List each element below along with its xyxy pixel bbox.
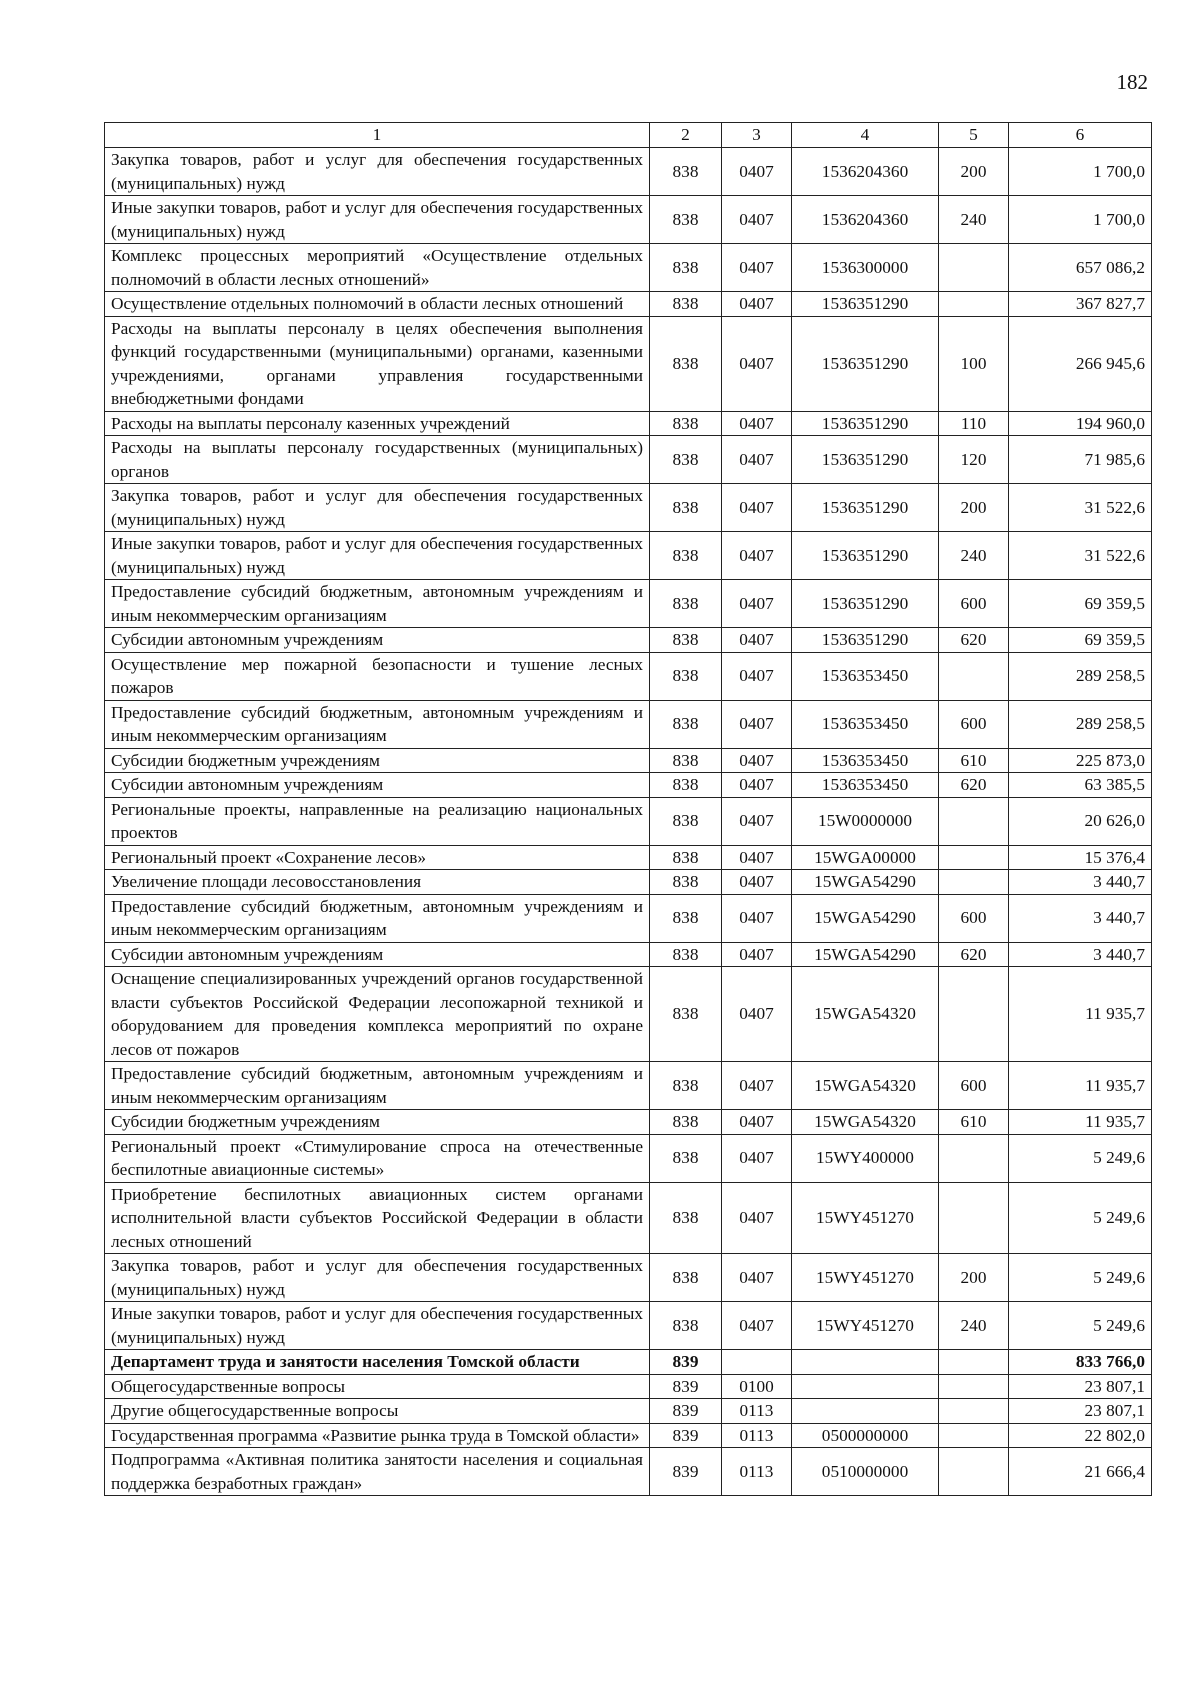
row-grbs-code: 838 (650, 292, 722, 317)
row-expense-type: 620 (939, 773, 1009, 798)
row-target-code: 15WGA54290 (792, 942, 939, 967)
page-number: 182 (1116, 70, 1148, 94)
row-section-code: 0407 (722, 748, 792, 773)
row-target-code: 1536353450 (792, 748, 939, 773)
row-grbs-code: 838 (650, 1134, 722, 1182)
row-grbs-code: 838 (650, 580, 722, 628)
table-row (105, 870, 1152, 895)
row-target-code: 15W0000000 (792, 797, 939, 845)
row-target-code: 15WY400000 (792, 1134, 939, 1182)
row-grbs-code: 838 (650, 942, 722, 967)
row-section-code: 0113 (722, 1448, 792, 1496)
row-target-code: 1536204360 (792, 148, 939, 196)
row-section-code: 0407 (722, 797, 792, 845)
row-grbs-code: 839 (650, 1448, 722, 1496)
row-amount: 15 376,4 (1009, 845, 1152, 870)
table-row (105, 1448, 1152, 1496)
col-header-4: 4 (792, 123, 939, 148)
row-target-code: 0510000000 (792, 1448, 939, 1496)
row-name: Субсидии автономным учреждениям (105, 773, 650, 798)
row-grbs-code: 838 (650, 628, 722, 653)
table-row (105, 532, 1152, 580)
row-amount: 3 440,7 (1009, 942, 1152, 967)
row-section-code: 0407 (722, 1062, 792, 1110)
row-target-code: 0500000000 (792, 1423, 939, 1448)
row-grbs-code: 838 (650, 316, 722, 411)
row-name: Закупка товаров, работ и услуг для обеспечения государственных (муниципальных) нужд (105, 148, 650, 196)
table-row (105, 244, 1152, 292)
row-expense-type (939, 870, 1009, 895)
row-expense-type (939, 1399, 1009, 1424)
table-row (105, 797, 1152, 845)
row-grbs-code: 838 (650, 1254, 722, 1302)
row-amount: 11 935,7 (1009, 967, 1152, 1062)
row-expense-type: 600 (939, 580, 1009, 628)
row-amount: 289 258,5 (1009, 652, 1152, 700)
row-target-code (792, 1374, 939, 1399)
table-row (105, 748, 1152, 773)
row-grbs-code: 839 (650, 1350, 722, 1375)
row-target-code: 15WY451270 (792, 1254, 939, 1302)
row-expense-type: 120 (939, 436, 1009, 484)
row-section-code: 0407 (722, 1254, 792, 1302)
row-target-code: 1536351290 (792, 580, 939, 628)
row-amount: 833 766,0 (1009, 1350, 1152, 1375)
row-grbs-code: 838 (650, 148, 722, 196)
table-row (105, 1423, 1152, 1448)
row-section-code: 0407 (722, 292, 792, 317)
row-section-code: 0407 (722, 942, 792, 967)
row-section-code: 0407 (722, 436, 792, 484)
table-row (105, 1302, 1152, 1350)
row-section-code (722, 1350, 792, 1375)
row-amount: 5 249,6 (1009, 1302, 1152, 1350)
row-name: Департамент труда и занятости населения Томской области (105, 1350, 650, 1375)
row-expense-type: 610 (939, 1110, 1009, 1135)
table-row (105, 1110, 1152, 1135)
row-section-code: 0100 (722, 1374, 792, 1399)
row-name: Общегосударственные вопросы (105, 1374, 650, 1399)
row-amount: 266 945,6 (1009, 316, 1152, 411)
row-target-code: 1536351290 (792, 292, 939, 317)
row-grbs-code: 838 (650, 1062, 722, 1110)
col-header-6: 6 (1009, 123, 1152, 148)
row-section-code: 0407 (722, 196, 792, 244)
row-target-code: 1536351290 (792, 484, 939, 532)
row-target-code: 15WGA00000 (792, 845, 939, 870)
row-name: Иные закупки товаров, работ и услуг для обеспечения государственных (муниципальных) нужд (105, 196, 650, 244)
row-expense-type: 100 (939, 316, 1009, 411)
row-name: Осуществление мер пожарной безопасности и тушение лесных пожаров (105, 652, 650, 700)
row-amount: 225 873,0 (1009, 748, 1152, 773)
row-target-code: 1536204360 (792, 196, 939, 244)
row-grbs-code: 838 (650, 748, 722, 773)
row-section-code: 0407 (722, 244, 792, 292)
row-amount: 289 258,5 (1009, 700, 1152, 748)
row-amount: 22 802,0 (1009, 1423, 1152, 1448)
row-name: Региональные проекты, направленные на реализацию национальных проектов (105, 797, 650, 845)
row-target-code: 1536351290 (792, 628, 939, 653)
row-amount: 23 807,1 (1009, 1374, 1152, 1399)
row-target-code: 1536353450 (792, 700, 939, 748)
table-row (105, 1254, 1152, 1302)
row-target-code: 15WGA54290 (792, 870, 939, 895)
row-amount: 11 935,7 (1009, 1062, 1152, 1110)
row-grbs-code: 838 (650, 244, 722, 292)
row-grbs-code: 838 (650, 532, 722, 580)
row-section-code: 0407 (722, 580, 792, 628)
row-grbs-code: 839 (650, 1374, 722, 1399)
row-name: Предоставление субсидий бюджетным, автономным учреждениям и иным некоммерческим организациям (105, 894, 650, 942)
row-target-code: 15WGA54290 (792, 894, 939, 942)
row-name: Приобретение беспилотных авиационных систем органами исполнительной власти субъектов Российской Федерации в области лесных отношений (105, 1182, 650, 1254)
table-row (105, 942, 1152, 967)
row-name: Комплекс процессных мероприятий «Осуществление отдельных полномочий в области лесных отношений» (105, 244, 650, 292)
row-amount: 23 807,1 (1009, 1399, 1152, 1424)
row-name: Осуществление отдельных полномочий в области лесных отношений (105, 292, 650, 317)
row-amount: 3 440,7 (1009, 894, 1152, 942)
table-row (105, 773, 1152, 798)
row-name: Увеличение площади лесовосстановления (105, 870, 650, 895)
row-amount: 11 935,7 (1009, 1110, 1152, 1135)
row-grbs-code: 838 (650, 870, 722, 895)
row-amount: 1 700,0 (1009, 148, 1152, 196)
row-grbs-code: 838 (650, 484, 722, 532)
row-expense-type: 600 (939, 1062, 1009, 1110)
row-name: Субсидии автономным учреждениям (105, 942, 650, 967)
row-grbs-code: 838 (650, 967, 722, 1062)
row-name: Иные закупки товаров, работ и услуг для обеспечения государственных (муниципальных) нужд (105, 532, 650, 580)
row-amount: 69 359,5 (1009, 580, 1152, 628)
table-row (105, 411, 1152, 436)
table-row (105, 1134, 1152, 1182)
row-expense-type (939, 292, 1009, 317)
row-amount: 69 359,5 (1009, 628, 1152, 653)
row-target-code: 1536351290 (792, 411, 939, 436)
row-name: Региональный проект «Стимулирование спроса на отечественные беспилотные авиационные системы» (105, 1134, 650, 1182)
row-grbs-code: 838 (650, 773, 722, 798)
row-amount: 31 522,6 (1009, 532, 1152, 580)
row-section-code: 0113 (722, 1399, 792, 1424)
table-row (105, 196, 1152, 244)
table-row (105, 894, 1152, 942)
row-target-code: 1536353450 (792, 652, 939, 700)
table-row (105, 967, 1152, 1062)
row-name: Оснащение специализированных учреждений органов государственной власти субъектов Российской Федерации лесопожарной техникой и оборудованием для проведения комплекса мероприятий по охране лесов от пожаров (105, 967, 650, 1062)
row-expense-type (939, 244, 1009, 292)
row-amount: 71 985,6 (1009, 436, 1152, 484)
row-section-code: 0407 (722, 773, 792, 798)
row-target-code: 15WY451270 (792, 1182, 939, 1254)
row-amount: 31 522,6 (1009, 484, 1152, 532)
row-expense-type: 620 (939, 628, 1009, 653)
row-target-code: 1536351290 (792, 532, 939, 580)
row-grbs-code: 838 (650, 436, 722, 484)
row-grbs-code: 839 (650, 1423, 722, 1448)
row-expense-type: 110 (939, 411, 1009, 436)
row-name: Субсидии бюджетным учреждениям (105, 748, 650, 773)
row-target-code (792, 1350, 939, 1375)
row-expense-type: 240 (939, 532, 1009, 580)
row-section-code: 0407 (722, 1110, 792, 1135)
table-row (105, 1374, 1152, 1399)
row-expense-type (939, 1423, 1009, 1448)
row-expense-type (939, 1182, 1009, 1254)
row-name: Другие общегосударственные вопросы (105, 1399, 650, 1424)
table-row (105, 1350, 1152, 1375)
row-expense-type: 600 (939, 700, 1009, 748)
row-expense-type: 240 (939, 1302, 1009, 1350)
row-expense-type: 240 (939, 196, 1009, 244)
row-name: Региональный проект «Сохранение лесов» (105, 845, 650, 870)
row-section-code: 0407 (722, 652, 792, 700)
col-header-3: 3 (722, 123, 792, 148)
row-section-code: 0113 (722, 1423, 792, 1448)
row-grbs-code: 838 (650, 411, 722, 436)
row-amount: 194 960,0 (1009, 411, 1152, 436)
row-target-code: 15WGA54320 (792, 1062, 939, 1110)
row-name: Иные закупки товаров, работ и услуг для обеспечения государственных (муниципальных) нужд (105, 1302, 650, 1350)
row-section-code: 0407 (722, 845, 792, 870)
row-target-code: 15WY451270 (792, 1302, 939, 1350)
row-expense-type: 600 (939, 894, 1009, 942)
row-expense-type (939, 1448, 1009, 1496)
row-expense-type (939, 797, 1009, 845)
row-amount: 5 249,6 (1009, 1182, 1152, 1254)
row-section-code: 0407 (722, 967, 792, 1062)
row-section-code: 0407 (722, 484, 792, 532)
table-row (105, 292, 1152, 317)
row-grbs-code: 838 (650, 1182, 722, 1254)
col-header-1: 1 (105, 123, 650, 148)
row-section-code: 0407 (722, 316, 792, 411)
row-expense-type (939, 967, 1009, 1062)
row-amount: 3 440,7 (1009, 870, 1152, 895)
row-section-code: 0407 (722, 532, 792, 580)
row-target-code: 1536353450 (792, 773, 939, 798)
row-grbs-code: 838 (650, 894, 722, 942)
table-row (105, 316, 1152, 411)
row-section-code: 0407 (722, 700, 792, 748)
row-section-code: 0407 (722, 148, 792, 196)
col-header-2: 2 (650, 123, 722, 148)
table-row (105, 1399, 1152, 1424)
row-amount: 5 249,6 (1009, 1134, 1152, 1182)
row-target-code: 1536300000 (792, 244, 939, 292)
row-name: Предоставление субсидий бюджетным, автономным учреждениям и иным некоммерческим организациям (105, 700, 650, 748)
table-row (105, 1062, 1152, 1110)
row-expense-type: 200 (939, 148, 1009, 196)
row-target-code: 15WGA54320 (792, 967, 939, 1062)
row-amount: 20 626,0 (1009, 797, 1152, 845)
row-name: Субсидии бюджетным учреждениям (105, 1110, 650, 1135)
row-amount: 367 827,7 (1009, 292, 1152, 317)
row-name: Государственная программа «Развитие рынка труда в Томской области» (105, 1423, 650, 1448)
row-expense-type: 610 (939, 748, 1009, 773)
row-name: Расходы на выплаты персоналу казенных учреждений (105, 411, 650, 436)
row-section-code: 0407 (722, 411, 792, 436)
table-row (105, 845, 1152, 870)
row-amount: 5 249,6 (1009, 1254, 1152, 1302)
row-name: Закупка товаров, работ и услуг для обеспечения государственных (муниципальных) нужд (105, 1254, 650, 1302)
table-row (105, 580, 1152, 628)
row-grbs-code: 838 (650, 797, 722, 845)
row-name: Закупка товаров, работ и услуг для обеспечения государственных (муниципальных) нужд (105, 484, 650, 532)
row-expense-type (939, 1374, 1009, 1399)
row-expense-type (939, 1134, 1009, 1182)
col-header-5: 5 (939, 123, 1009, 148)
row-grbs-code: 839 (650, 1399, 722, 1424)
row-amount: 63 385,5 (1009, 773, 1152, 798)
table-row (105, 1182, 1152, 1254)
table-row (105, 484, 1152, 532)
table-row (105, 436, 1152, 484)
row-name: Предоставление субсидий бюджетным, автономным учреждениям и иным некоммерческим организациям (105, 1062, 650, 1110)
row-section-code: 0407 (722, 1134, 792, 1182)
row-grbs-code: 838 (650, 1302, 722, 1350)
row-amount: 21 666,4 (1009, 1448, 1152, 1496)
row-section-code: 0407 (722, 628, 792, 653)
row-name: Подпрограмма «Активная политика занятости населения и социальная поддержка безработных граждан» (105, 1448, 650, 1496)
row-expense-type (939, 1350, 1009, 1375)
row-target-code: 15WGA54320 (792, 1110, 939, 1135)
table-row (105, 628, 1152, 653)
row-grbs-code: 838 (650, 1110, 722, 1135)
row-amount: 1 700,0 (1009, 196, 1152, 244)
row-name: Расходы на выплаты персоналу государственных (муниципальных) органов (105, 436, 650, 484)
row-target-code (792, 1399, 939, 1424)
table-row (105, 700, 1152, 748)
row-section-code: 0407 (722, 1302, 792, 1350)
row-amount: 657 086,2 (1009, 244, 1152, 292)
row-target-code: 1536351290 (792, 316, 939, 411)
row-expense-type: 200 (939, 484, 1009, 532)
row-name: Субсидии автономным учреждениям (105, 628, 650, 653)
row-expense-type (939, 845, 1009, 870)
budget-table (104, 122, 1152, 1496)
table-row (105, 652, 1152, 700)
row-section-code: 0407 (722, 894, 792, 942)
header-row (105, 123, 1152, 148)
row-expense-type (939, 652, 1009, 700)
row-grbs-code: 838 (650, 845, 722, 870)
row-section-code: 0407 (722, 1182, 792, 1254)
row-expense-type: 620 (939, 942, 1009, 967)
row-expense-type: 200 (939, 1254, 1009, 1302)
row-grbs-code: 838 (650, 700, 722, 748)
row-target-code: 1536351290 (792, 436, 939, 484)
row-grbs-code: 838 (650, 196, 722, 244)
table-row (105, 148, 1152, 196)
row-name: Предоставление субсидий бюджетным, автономным учреждениям и иным некоммерческим организациям (105, 580, 650, 628)
row-section-code: 0407 (722, 870, 792, 895)
row-name: Расходы на выплаты персоналу в целях обеспечения выполнения функций государственными (муниципальными) органами, казенными учреждениями, органами управления государственными внебюджетными фондами (105, 316, 650, 411)
row-grbs-code: 838 (650, 652, 722, 700)
